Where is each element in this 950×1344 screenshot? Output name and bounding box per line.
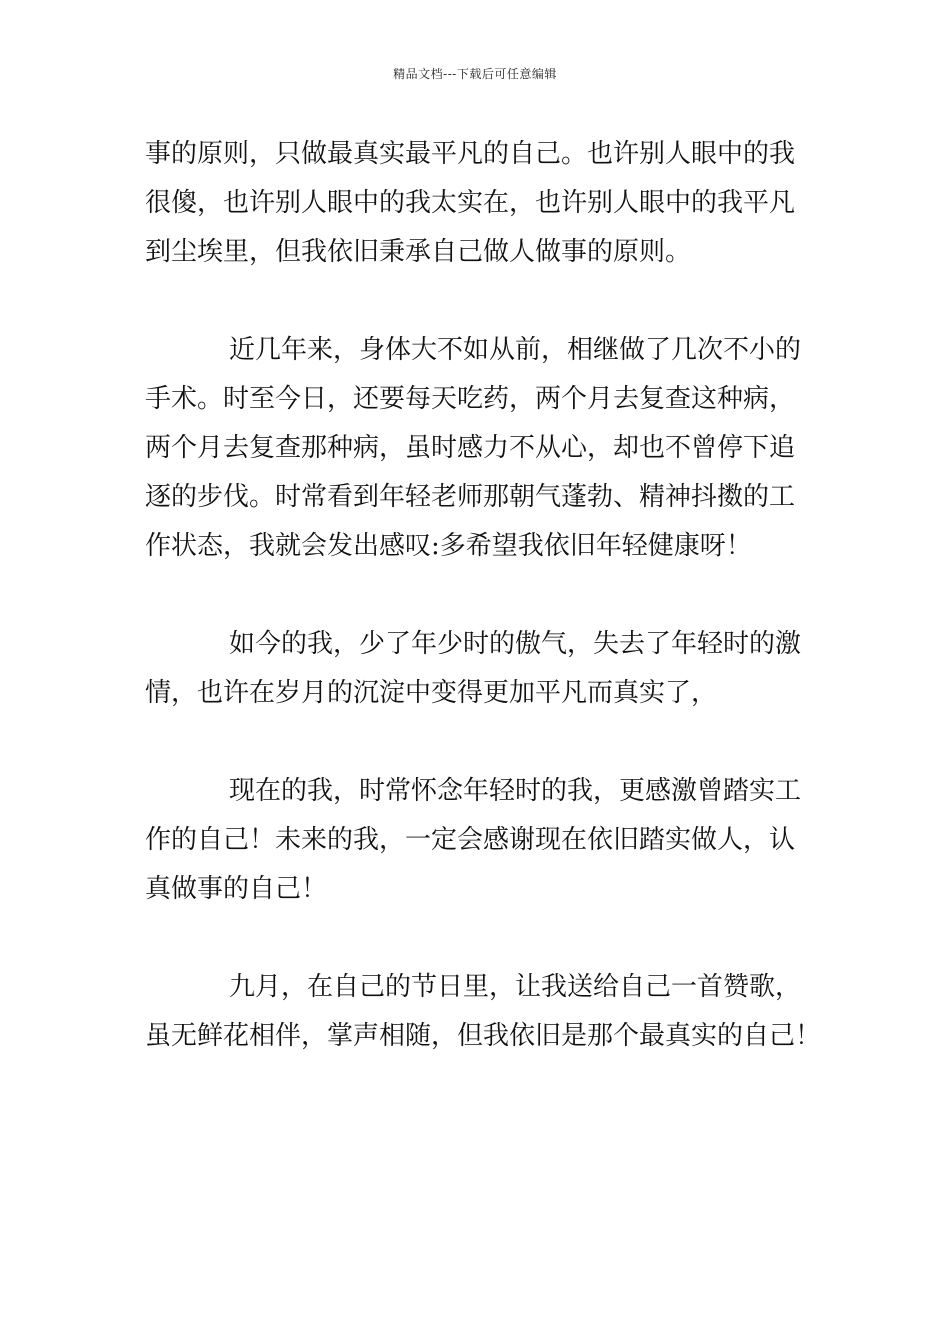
paragraph-2 (145, 326, 810, 571)
document-body (145, 130, 822, 1110)
paragraph-line: 事的原则，只做最真实最平凡的自己。也许别人眼中的我 (145, 139, 796, 169)
page-header: 精品文档---下载后可任意编辑 (393, 67, 557, 81)
paragraph-line: 到尘埃里，但我依旧秉承自己做人做事的原则。 (145, 237, 692, 267)
paragraph-line: 九月，在自己的节日里，让我送给自己一首赞歌， (229, 972, 802, 1002)
paragraph-1 (145, 130, 810, 277)
paragraph-4 (145, 767, 810, 914)
paragraph-line: 虽无鲜花相伴，掌声相随，但我依旧是那个最真实的自己！ (145, 1021, 822, 1051)
paragraph-line: 现在的我，时常怀念年轻时的我，更感激曾踏实工 (229, 776, 802, 806)
paragraph-line: 很傻，也许别人眼中的我太实在，也许别人眼中的我平凡 (145, 188, 796, 218)
paragraph-line: 两个月去复查那种病，虽时感力不从心，却也不曾停下追 (145, 433, 796, 463)
paragraph-5 (145, 963, 822, 1061)
paragraph-line: 作状态，我就会发出感叹:多希望我依旧年轻健康呀！ (145, 531, 752, 561)
paragraph-line: 手术。时至今日，还要每天吃药，两个月去复查这种病， (145, 384, 796, 414)
paragraph-3 (145, 620, 810, 718)
paragraph-line: 情，也许在岁月的沉淀中变得更加平凡而真实了， (145, 678, 718, 708)
paragraph-line: 作的自己！未来的我，一定会感谢现在依旧踏实做人，认 (145, 825, 796, 855)
paragraph-line: 近几年来，身体大不如从前，相继做了几次不小的 (229, 335, 802, 365)
paragraph-line: 真做事的自己！ (145, 874, 328, 904)
paragraph-line: 如今的我，少了年少时的傲气，失去了年轻时的激 (229, 629, 802, 659)
paragraph-line: 逐的步伐。时常看到年轻老师那朝气蓬勃、精神抖擞的工 (145, 482, 796, 512)
